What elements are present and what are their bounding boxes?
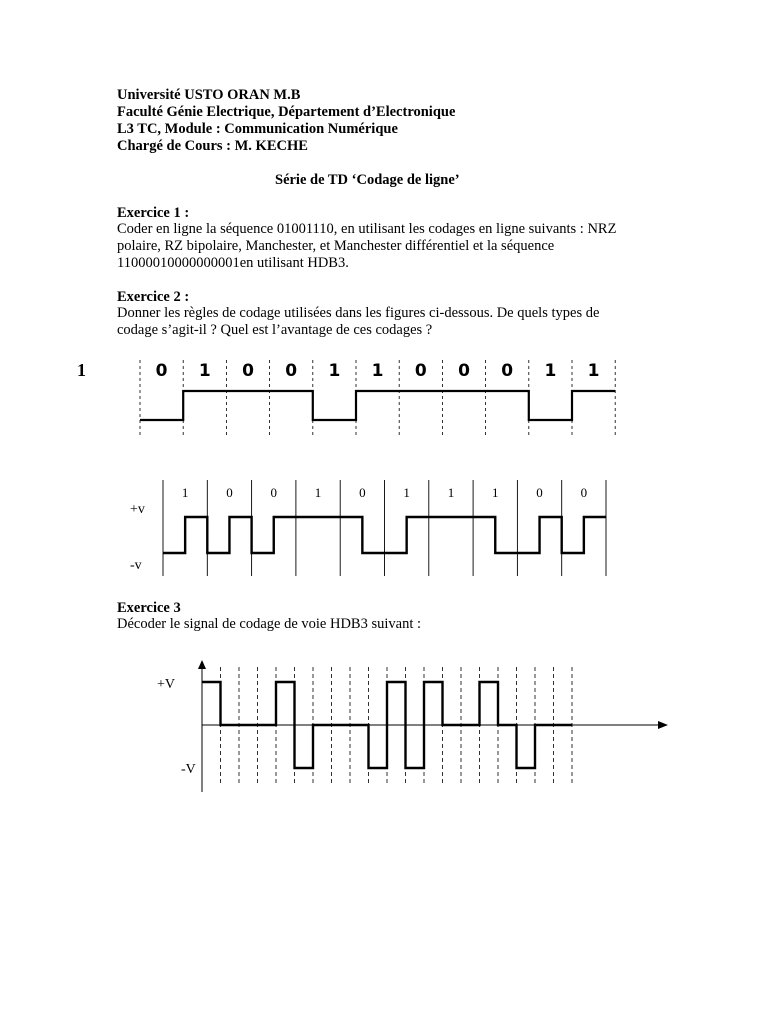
bit-label: 1 — [181, 485, 189, 500]
exercise1-line: 11000010000000001en utilisant HDB3. — [117, 255, 349, 271]
module-line: L3 TC, Module : Communication Numérique — [117, 121, 398, 137]
exercise3-body: Décoder le signal de codage de voie HDB3 suivant : — [117, 616, 422, 632]
bit-label: 1 — [198, 361, 211, 381]
bit-label: 0 — [414, 361, 427, 381]
negative-level-label: -v — [130, 558, 142, 573]
x-axis-arrow — [658, 721, 668, 729]
negative-level-label: -V — [181, 762, 196, 777]
positive-level-label: +V — [157, 677, 176, 692]
exercise1-line: polaire, RZ bipolaire, Manchester, et Manchester différentiel et la séquence — [117, 238, 555, 254]
bit-label: 1 — [447, 485, 455, 500]
bit-label: 0 — [580, 485, 588, 500]
bit-label: 0 — [359, 485, 366, 500]
exercise3-title: Exercice 3 — [117, 600, 181, 616]
faculty-line: Faculté Génie Electrique, Département d’Electronique — [117, 104, 456, 120]
bit-label: 1 — [328, 361, 341, 381]
exercise1-title: Exercice 1 : — [117, 205, 190, 221]
document-title: Série de TD ‘Codage de ligne’ — [275, 172, 460, 188]
exercise2-line: codage s’agit-il ? Quel est l’avantage de ces codages ? — [117, 322, 433, 338]
bit-label: 0 — [536, 485, 543, 500]
y-axis-arrow — [198, 660, 206, 669]
positive-level-label: +v — [130, 502, 145, 517]
bit-label: 0 — [285, 361, 298, 381]
bit-label: 0 — [458, 361, 470, 381]
bit-label: 0 — [270, 485, 277, 500]
bit-label: 0 — [155, 361, 168, 381]
figure1-number: 1 — [77, 360, 86, 380]
exercise1-line: Coder en ligne la séquence 01001110, en utilisant les codages en ligne suivants : NRZ — [117, 221, 617, 237]
university-line: Université USTO ORAN M.B — [117, 87, 301, 103]
exercise2-line: Donner les règles de codage utilisées dans les figures ci-dessous. De quels types de — [117, 305, 600, 321]
exercise2-title: Exercice 2 : — [117, 289, 190, 305]
bit-label: 0 — [501, 361, 514, 381]
bit-label: 1 — [587, 361, 600, 381]
bit-label: 0 — [226, 485, 233, 500]
bit-label: 1 — [314, 485, 322, 500]
bit-label: 1 — [371, 361, 384, 381]
bit-label: 1 — [492, 485, 499, 500]
bit-label: 1 — [544, 361, 557, 381]
bit-label: 0 — [242, 361, 254, 381]
bit-label: 1 — [403, 485, 410, 500]
lecturer-line: Chargé de Cours : M. KECHE — [117, 138, 308, 154]
signal-waveform — [202, 682, 572, 768]
